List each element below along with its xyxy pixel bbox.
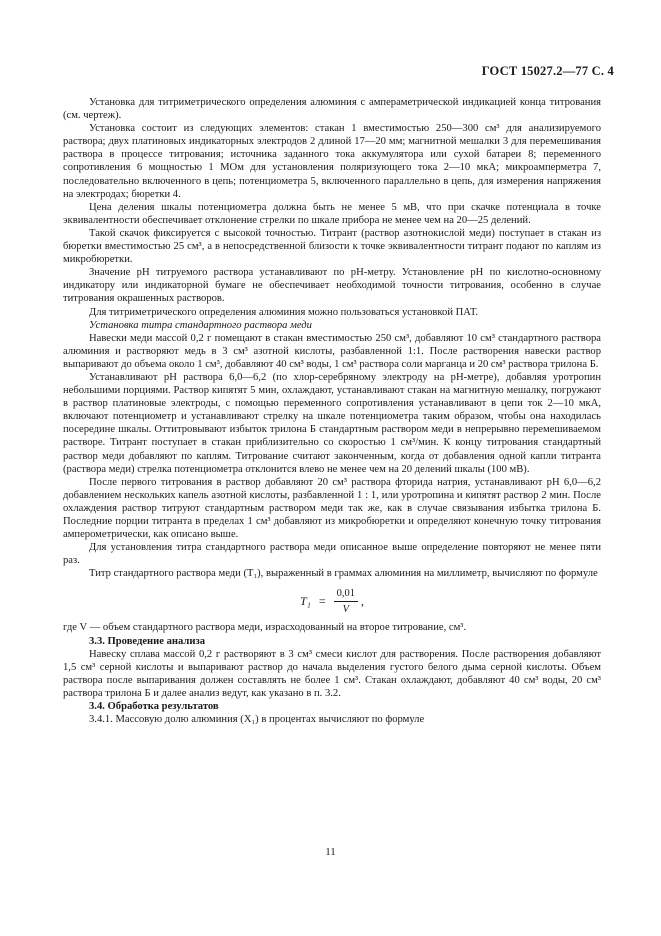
formula-fraction xyxy=(334,587,358,616)
paragraph: Цена деления шкалы потенциометра должна быть не менее 5 мВ, что при скачке потенциала в точке эквивалентности обеспечивает отклонение стрелки по шкале прибора не менее чем на 20—25 делений. xyxy=(63,201,601,226)
paragraph: Установка состоит из следующих элементов: стакан 1 вместимостью 250—300 см³ для анализируемого раствора; двух платиновых индикаторных электродов 2 длиной 17—20 мм; магнитной мешалки 3 для перемешивания раствора в процессе титрования; источника заданного тока аккумулятора или сухой батареи 8; переменного сопротивления 6 мощностью 1 МОм для установления поляризующего тока 2—10 мкА; микроамперметра 7, последовательно включенного в цепь; потенциометра 5, включенного параллельно в цепь, для измерения напряжения на электродах; бюретки 4. xyxy=(63,123,601,200)
paragraph: Навеску сплава массой 0,2 г растворяют в 3 см³ смеси кислот для растворения. После растворения добавляют 1,5 см³ серной кислоты и выпаривают раствор до начала выделения густого белого дыма серной кислоты. Объем раствора после выпаривания должен составлять не более 1 см³. Стакан охлаждают, добавляют 40 см³ воды, 20 см³ раствора трилона Б и далее анализ ведут, как указано в п. 3.2. xyxy=(63,648,601,699)
page-number: 11 xyxy=(325,846,336,858)
paragraph: 3.4.1. Массовую долю алюминия (X₁) в процентах вычисляют по формуле xyxy=(89,714,425,726)
formula-equals: = xyxy=(318,593,326,608)
formula-numerator: 0,01 xyxy=(334,587,358,602)
formula-denominator: V xyxy=(342,603,350,615)
paragraph: Значение pH титруемого раствора устанавливают по pH-метру. Установление pH по кислотно-основному индикатору или индикаторной бумаге не обеспечивает необходимой точности титрования, особенно в случае титрования окрашенных растворов. xyxy=(63,267,601,305)
paragraph: После первого титрования в раствор добавляют 20 см³ раствора фторида натрия, устанавливают pH 6,0—6,2 добавлением нескольких капель азотной кислоты, разбавленной 1 : 1, или уротропина и кипятят раствор 2 мин. После охлаждения раствор титруют стандартным раствором меди так же, как в случае связывания избытка трилона Б. Последние порции титранта в пределах 1 см³ добавляют из микробюретки и определяют конечную точку титрования амперометрически, как описано выше. xyxy=(63,476,601,541)
section-heading-3-4: 3.4. Обработка результатов xyxy=(89,701,219,713)
paragraph: где V — объем стандартного раствора меди, израсходованный на второе титрование, см³. xyxy=(63,622,467,634)
titer-formula xyxy=(63,582,601,620)
paragraph: Титр стандартного раствора меди (T₁), выраженный в граммах алюминия на миллиметр, вычисляют по формуле xyxy=(89,568,598,580)
standard-header: ГОСТ 15027.2—77 С. 4 xyxy=(481,64,614,78)
paragraph: Для установления титра стандартного раствора меди описанное выше определение повторяют не менее пяти раз. xyxy=(63,542,601,567)
paragraph: Установка для титриметрического определения алюминия с ампераметрической индикацией конца титрования (см. чертеж). xyxy=(63,97,601,122)
formula-lhs: T₁ xyxy=(299,593,311,608)
paragraph: Такой скачок фиксируется с высокой точностью. Титрант (раствор азотнокислой меди) поступает в стакан из бюретки вместимостью 25 см³, а в непосредственной близости к точке эквивалентности титрант подают по каплям из микробюретки. xyxy=(63,227,601,266)
formula-comma: , xyxy=(361,593,364,608)
body-text xyxy=(63,96,601,726)
subheading-copper-titer: Установка титра стандартного раствора меди xyxy=(89,319,312,331)
paragraph: Навески меди массой 0,2 г помещают в стакан вместимостью 250 см³, добавляют 10 см³ стандартного раствора алюминия и растворяют медь в 3 см³ азотной кислоты, разбавленной 1:1. После растворения навески раствор выпаривают до объема около 1 см³, добавляют 40 см³ воды, 1 см³ раствора соли марганца и 20 см³ раствора трилона Б. xyxy=(63,332,601,370)
paragraph: Для титриметрического определения алюминия можно пользоваться установкой ПАТ. xyxy=(89,306,479,318)
paragraph: Устанавливают pH раствора 6,0—6,2 (по хлор-серебряному электроду на pH-метре), добавляя уротропин небольшими порциями. Раствор кипятят 5 мин, охлаждают, устанавливают стакан на магнитную мешалку, погружают в раствор платиновые электроды, с помощью переменного сопротивления устанавливают в цепи ток 2—10 мкА, включают потенциометр и устанавливают стрелку на шкале потенциометра таким образом, чтобы она находилась посередине шкалы. Оттитровывают избыток трилона Б стандартным раствором меди в непрерывно перемешиваемом растворе. Титрант поступает в стакан приблизительно со скоростью 1 см³/мин. К концу титрования стандартный раствор меди добавляют по каплям. Титрование считают законченным, когда от добавления одной капли титранта (раствора меди) стрелка потенциометра отклонится влево не менее чем на 20 делений шкалы (100 мВ). xyxy=(63,371,601,475)
section-heading-3-3: 3.3. Проведение анализа xyxy=(89,635,205,647)
